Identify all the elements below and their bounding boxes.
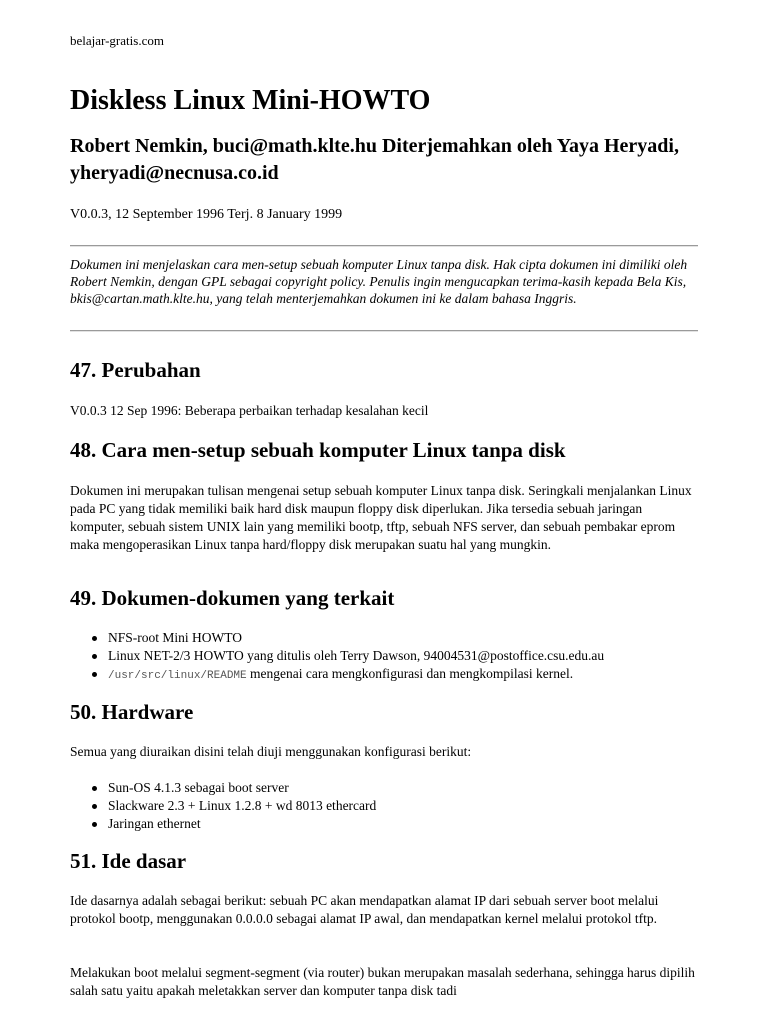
section-47-heading: 47. Perubahan — [70, 358, 201, 382]
document-authors: Robert Nemkin, buci@math.klte.hu Diterjemahkan oleh Yaya Heryadi, yheryadi@necnusa.co.id — [70, 135, 679, 184]
section-51-heading: 51. Ide dasar — [70, 849, 187, 873]
abstract-top-rule — [70, 245, 698, 247]
section-50-text: Semua yang diuraikan disini telah diuji menggunakan konfigurasi berikut: — [70, 744, 472, 759]
site-name: belajar-gratis.com — [70, 33, 164, 48]
list-item: Slackware 2.3 + Linux 1.2.8 + wd 8013 ethercard — [108, 798, 377, 813]
list-item: Linux NET-2/3 HOWTO yang ditulis oleh Terry Dawson, 94004531@postoffice.csu.edu.au — [108, 648, 605, 663]
section-50-heading: 50. Hardware — [70, 700, 194, 724]
hardware-list — [70, 779, 376, 833]
list-item: Jaringan ethernet — [108, 815, 376, 833]
section-49-heading: 49. Dokumen-dokumen yang terkait — [70, 586, 395, 610]
document-title: Diskless Linux Mini-HOWTO — [70, 85, 431, 116]
section-51-text-2: Melakukan boot melalui segment-segment (via router) bukan merupakan masalah sederhana, sehingga harus dipilih salah satu yaitu apakah meletakkan server dan komputer tanpa disk tadi — [70, 965, 695, 998]
section-51-text-1: Ide dasarnya adalah sebagai berikut: sebuah PC akan mendapatkan alamat IP dari sebuah server boot melalui protokol bootp, menggunakan 0.0.0.0 sebagai alamat IP awal, dan mendapatkan kernel melalui protokol tftp. — [70, 893, 659, 926]
section-48-heading: 48. Cara men-setup sebuah komputer Linux tanpa disk — [70, 438, 566, 462]
readme-description: mengenai cara mengkonfigurasi dan mengkompilasi kernel. — [246, 666, 574, 681]
list-item: Sun-OS 4.1.3 sebagai boot server — [108, 779, 376, 797]
abstract-bottom-rule — [70, 330, 698, 332]
document-version: V0.0.3, 12 September 1996 Terj. 8 January 1999 — [70, 207, 343, 222]
list-item — [108, 665, 604, 685]
list-item: NFS-root Mini HOWTO — [108, 629, 604, 647]
section-48-text: Dokumen ini merupakan tulisan mengenai setup sebuah komputer Linux tanpa disk. Seringkali menjalankan Linux pada PC yang tidak memiliki baik hard disk maupun floppy disk diperlukan. Jika tersedia sebuah jaringan komputer, sebuah sistem UNIX lain yang memiliki bootp, tftp, sebuah NFS server, dan sebuah pembakar eprom maka mengoperasikan Linux tanpa hard/floppy disk merupakan suatu hal yang mungkin. — [70, 483, 692, 552]
abstract-text: Dokumen ini menjelaskan cara men-setup sebuah komputer Linux tanpa disk. Hak cipta dokumen ini dimiliki oleh Robert Nemkin, dengan GPL sebagai copyright policy. Penulis ingin mengucapkan terima-kasih kepada Bela Kis, bkis@cartan.math.klte.hu, yang telah menterjemahkan dokumen ini ke dalam bahasa Inggris. — [70, 257, 688, 306]
related-documents-list — [70, 629, 604, 685]
section-47-text: V0.0.3 12 Sep 1996: Beberapa perbaikan terhadap kesalahan kecil — [70, 403, 429, 418]
readme-path: /usr/src/linux/README — [108, 670, 247, 682]
